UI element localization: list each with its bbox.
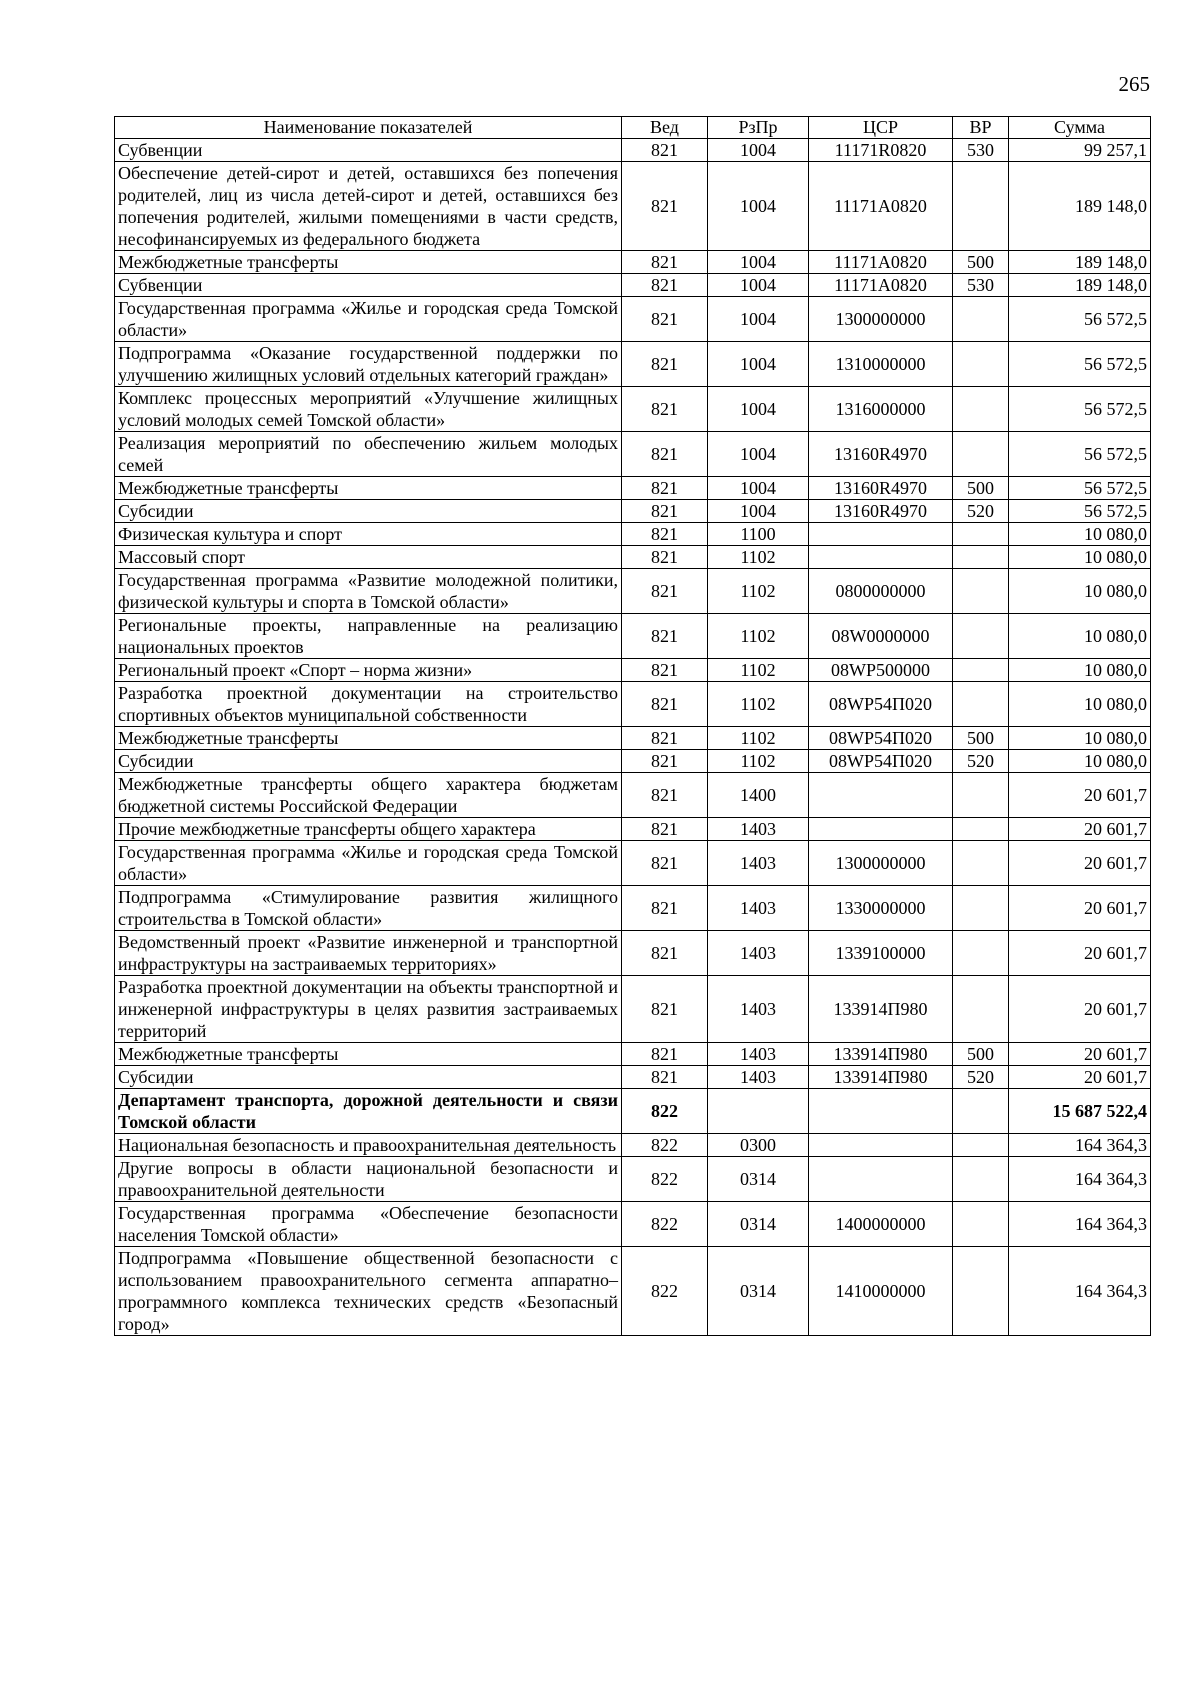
table-row [115,1043,1151,1066]
cell-sum: 164 364,3 [1009,1247,1151,1336]
cell-csr: 1316000000 [809,387,953,432]
cell-sum: 56 572,5 [1009,477,1151,500]
cell-sum: 56 572,5 [1009,342,1151,387]
cell-ved: 821 [622,500,708,523]
cell-rzpr: 1004 [708,162,809,251]
cell-sum: 15 687 522,4 [1009,1089,1151,1134]
table-row [115,886,1151,931]
cell-sum: 20 601,7 [1009,1066,1151,1089]
cell-vr [953,1157,1009,1202]
cell-csr [809,523,953,546]
cell-sum: 10 080,0 [1009,659,1151,682]
table-row [115,139,1151,162]
cell-ved: 821 [622,477,708,500]
cell-rzpr: 1004 [708,387,809,432]
cell-name: Комплекс процессных мероприятий «Улучшение жилищных условий молодых семей Томской области» [115,387,622,432]
cell-csr: 13160R4970 [809,477,953,500]
cell-vr: 520 [953,500,1009,523]
cell-name: Разработка проектной документации на строительство спортивных объектов муниципальной собственности [115,682,622,727]
header-sum: Сумма [1009,117,1151,139]
cell-rzpr: 1403 [708,818,809,841]
table-row [115,569,1151,614]
table-header-row [115,117,1151,139]
cell-vr [953,659,1009,682]
cell-vr [953,614,1009,659]
cell-csr: 08WP500000 [809,659,953,682]
cell-ved: 821 [622,750,708,773]
cell-sum: 164 364,3 [1009,1157,1151,1202]
cell-csr: 13160R4970 [809,432,953,477]
cell-csr: 11171A0820 [809,274,953,297]
cell-csr: 1300000000 [809,841,953,886]
cell-ved: 821 [622,614,708,659]
table-row [115,841,1151,886]
cell-sum: 56 572,5 [1009,432,1151,477]
table-row [115,1247,1151,1336]
table-row [115,477,1151,500]
cell-name: Подпрограмма «Стимулирование развития жилищного строительства в Томской области» [115,886,622,931]
cell-name: Межбюджетные трансферты [115,251,622,274]
cell-rzpr: 1004 [708,432,809,477]
table-row [115,342,1151,387]
cell-rzpr: 1400 [708,773,809,818]
cell-vr [953,931,1009,976]
cell-csr: 08W0000000 [809,614,953,659]
cell-vr [953,342,1009,387]
cell-vr: 500 [953,251,1009,274]
cell-rzpr: 0314 [708,1157,809,1202]
cell-name: Субсидии [115,750,622,773]
cell-vr [953,297,1009,342]
cell-name: Прочие межбюджетные трансферты общего характера [115,818,622,841]
cell-ved: 822 [622,1202,708,1247]
cell-name: Государственная программа «Жилье и городская среда Томской области» [115,297,622,342]
cell-sum: 56 572,5 [1009,387,1151,432]
table-row [115,727,1151,750]
cell-name: Разработка проектной документации на объекты транспортной и инженерной инфраструктуры в целях развития застраиваемых территорий [115,976,622,1043]
cell-name: Межбюджетные трансферты [115,477,622,500]
cell-ved: 821 [622,727,708,750]
cell-vr [953,1089,1009,1134]
cell-rzpr: 1102 [708,546,809,569]
cell-sum: 20 601,7 [1009,773,1151,818]
cell-name: Межбюджетные трансферты общего характера бюджетам бюджетной системы Российской Федерации [115,773,622,818]
cell-rzpr: 1102 [708,659,809,682]
cell-vr: 530 [953,274,1009,297]
cell-vr: 520 [953,1066,1009,1089]
table-row [115,976,1151,1043]
cell-sum: 20 601,7 [1009,886,1151,931]
cell-rzpr: 1004 [708,139,809,162]
cell-rzpr: 1004 [708,342,809,387]
cell-rzpr: 1004 [708,500,809,523]
cell-name: Субвенции [115,139,622,162]
cell-ved: 821 [622,1043,708,1066]
header-csr: ЦСР [809,117,953,139]
cell-ved: 821 [622,773,708,818]
cell-csr [809,1089,953,1134]
cell-vr [953,387,1009,432]
cell-ved: 822 [622,1247,708,1336]
cell-name: Физическая культура и спорт [115,523,622,546]
cell-vr [953,818,1009,841]
cell-name: Региональные проекты, направленные на реализацию национальных проектов [115,614,622,659]
cell-ved: 821 [622,682,708,727]
cell-vr [953,682,1009,727]
cell-ved: 821 [622,297,708,342]
cell-ved: 821 [622,818,708,841]
table-row [115,297,1151,342]
table-row [115,818,1151,841]
cell-rzpr [708,1089,809,1134]
cell-name: Обеспечение детей-сирот и детей, оставшихся без попечения родителей, лиц из числа детей-сирот и детей, оставшихся без попечения родителей, жилыми помещениями в части средств, несофинансируемых из федерального бюджета [115,162,622,251]
cell-csr: 11171A0820 [809,251,953,274]
cell-name: Субсидии [115,1066,622,1089]
cell-rzpr: 1004 [708,251,809,274]
cell-sum: 189 148,0 [1009,162,1151,251]
cell-csr: 13160R4970 [809,500,953,523]
cell-rzpr: 0300 [708,1134,809,1157]
cell-ved: 821 [622,976,708,1043]
cell-csr [809,1134,953,1157]
cell-ved: 821 [622,569,708,614]
cell-vr: 500 [953,1043,1009,1066]
table-row [115,251,1151,274]
table-row [115,750,1151,773]
cell-vr [953,773,1009,818]
header-rzpr: РзПр [708,117,809,139]
cell-csr: 1310000000 [809,342,953,387]
table-row [115,659,1151,682]
cell-sum: 10 080,0 [1009,569,1151,614]
cell-sum: 189 148,0 [1009,274,1151,297]
cell-rzpr: 1403 [708,1043,809,1066]
cell-ved: 822 [622,1134,708,1157]
cell-rzpr: 1004 [708,297,809,342]
header-name: Наименование показателей [115,117,622,139]
cell-rzpr: 1102 [708,750,809,773]
cell-rzpr: 0314 [708,1247,809,1336]
table-row [115,1202,1151,1247]
cell-rzpr: 1004 [708,477,809,500]
cell-csr: 0800000000 [809,569,953,614]
cell-sum: 10 080,0 [1009,682,1151,727]
table-row [115,162,1151,251]
cell-rzpr: 1100 [708,523,809,546]
table-row [115,1157,1151,1202]
table-row [115,614,1151,659]
table-row [115,500,1151,523]
cell-csr: 133914П980 [809,1066,953,1089]
cell-vr [953,546,1009,569]
cell-ved: 822 [622,1157,708,1202]
table-row [115,1134,1151,1157]
cell-rzpr: 1102 [708,682,809,727]
cell-name: Субвенции [115,274,622,297]
cell-sum: 56 572,5 [1009,500,1151,523]
cell-sum: 20 601,7 [1009,1043,1151,1066]
cell-sum: 189 148,0 [1009,251,1151,274]
cell-sum: 99 257,1 [1009,139,1151,162]
cell-csr: 1400000000 [809,1202,953,1247]
table-row [115,682,1151,727]
budget-table [114,116,1151,1336]
cell-rzpr: 1403 [708,931,809,976]
table-row [115,432,1151,477]
cell-name: Ведомственный проект «Развитие инженерной и транспортной инфраструктуры на застраиваемых территориях» [115,931,622,976]
cell-rzpr: 1403 [708,886,809,931]
cell-ved: 821 [622,387,708,432]
table-row [115,523,1151,546]
cell-ved: 822 [622,1089,708,1134]
table-row [115,274,1151,297]
cell-name: Национальная безопасность и правоохранительная деятельность [115,1134,622,1157]
cell-sum: 20 601,7 [1009,818,1151,841]
cell-rzpr: 1102 [708,614,809,659]
table-row [115,773,1151,818]
cell-name: Субсидии [115,500,622,523]
cell-ved: 821 [622,659,708,682]
cell-vr [953,432,1009,477]
cell-ved: 821 [622,162,708,251]
cell-vr [953,976,1009,1043]
cell-ved: 821 [622,1066,708,1089]
cell-csr: 08WP54П020 [809,682,953,727]
cell-rzpr: 1102 [708,569,809,614]
cell-sum: 56 572,5 [1009,297,1151,342]
cell-name: Государственная программа «Жилье и городская среда Томской области» [115,841,622,886]
cell-name: Другие вопросы в области национальной безопасности и правоохранительной деятельности [115,1157,622,1202]
cell-csr: 1300000000 [809,297,953,342]
cell-vr: 500 [953,477,1009,500]
cell-csr: 1330000000 [809,886,953,931]
cell-rzpr: 0314 [708,1202,809,1247]
cell-ved: 821 [622,139,708,162]
cell-csr: 1339100000 [809,931,953,976]
cell-csr: 08WP54П020 [809,750,953,773]
cell-sum: 10 080,0 [1009,727,1151,750]
cell-rzpr: 1403 [708,976,809,1043]
cell-csr: 11171R0820 [809,139,953,162]
cell-name: Государственная программа «Обеспечение безопасности населения Томской области» [115,1202,622,1247]
cell-name: Региональный проект «Спорт – норма жизни» [115,659,622,682]
cell-csr: 08WP54П020 [809,727,953,750]
cell-ved: 821 [622,841,708,886]
table-row [115,1089,1151,1134]
cell-ved: 821 [622,546,708,569]
cell-vr [953,1134,1009,1157]
cell-ved: 821 [622,931,708,976]
cell-vr [953,569,1009,614]
cell-sum: 164 364,3 [1009,1202,1151,1247]
cell-ved: 821 [622,523,708,546]
cell-sum: 20 601,7 [1009,841,1151,886]
cell-sum: 164 364,3 [1009,1134,1151,1157]
cell-csr: 11171A0820 [809,162,953,251]
table-body [115,139,1151,1336]
cell-name: Массовый спорт [115,546,622,569]
cell-ved: 821 [622,342,708,387]
cell-name: Подпрограмма «Оказание государственной поддержки по улучшению жилищных условий отдельных категорий граждан» [115,342,622,387]
cell-csr [809,546,953,569]
cell-csr [809,773,953,818]
cell-csr [809,1157,953,1202]
cell-ved: 821 [622,251,708,274]
cell-sum: 20 601,7 [1009,931,1151,976]
cell-name: Департамент транспорта, дорожной деятельности и связи Томской области [115,1089,622,1134]
table-row [115,546,1151,569]
cell-vr [953,162,1009,251]
cell-vr [953,1202,1009,1247]
cell-rzpr: 1102 [708,727,809,750]
cell-vr [953,886,1009,931]
cell-vr: 500 [953,727,1009,750]
cell-rzpr: 1403 [708,1066,809,1089]
cell-csr [809,818,953,841]
header-vr: ВР [953,117,1009,139]
cell-sum: 10 080,0 [1009,614,1151,659]
cell-vr [953,523,1009,546]
cell-name: Межбюджетные трансферты [115,1043,622,1066]
cell-sum: 10 080,0 [1009,750,1151,773]
cell-csr: 133914П980 [809,976,953,1043]
cell-name: Подпрограмма «Повышение общественной безопасности с использованием правоохранительного сегмента аппаратно–программного комплекса технических средств «Безопасный город» [115,1247,622,1336]
cell-name: Реализация мероприятий по обеспечению жильем молодых семей [115,432,622,477]
header-ved: Вед [622,117,708,139]
cell-name: Межбюджетные трансферты [115,727,622,750]
cell-rzpr: 1403 [708,841,809,886]
cell-sum: 20 601,7 [1009,976,1151,1043]
page-number: 265 [1118,72,1150,96]
cell-vr: 530 [953,139,1009,162]
cell-vr: 520 [953,750,1009,773]
cell-vr [953,1247,1009,1336]
cell-sum: 10 080,0 [1009,546,1151,569]
cell-csr: 1410000000 [809,1247,953,1336]
cell-ved: 821 [622,432,708,477]
cell-vr [953,841,1009,886]
cell-rzpr: 1004 [708,274,809,297]
table-row [115,1066,1151,1089]
cell-ved: 821 [622,274,708,297]
cell-name: Государственная программа «Развитие молодежной политики, физической культуры и спорта в Томской области» [115,569,622,614]
cell-csr: 133914П980 [809,1043,953,1066]
table-row [115,931,1151,976]
cell-sum: 10 080,0 [1009,523,1151,546]
table-row [115,387,1151,432]
cell-ved: 821 [622,886,708,931]
